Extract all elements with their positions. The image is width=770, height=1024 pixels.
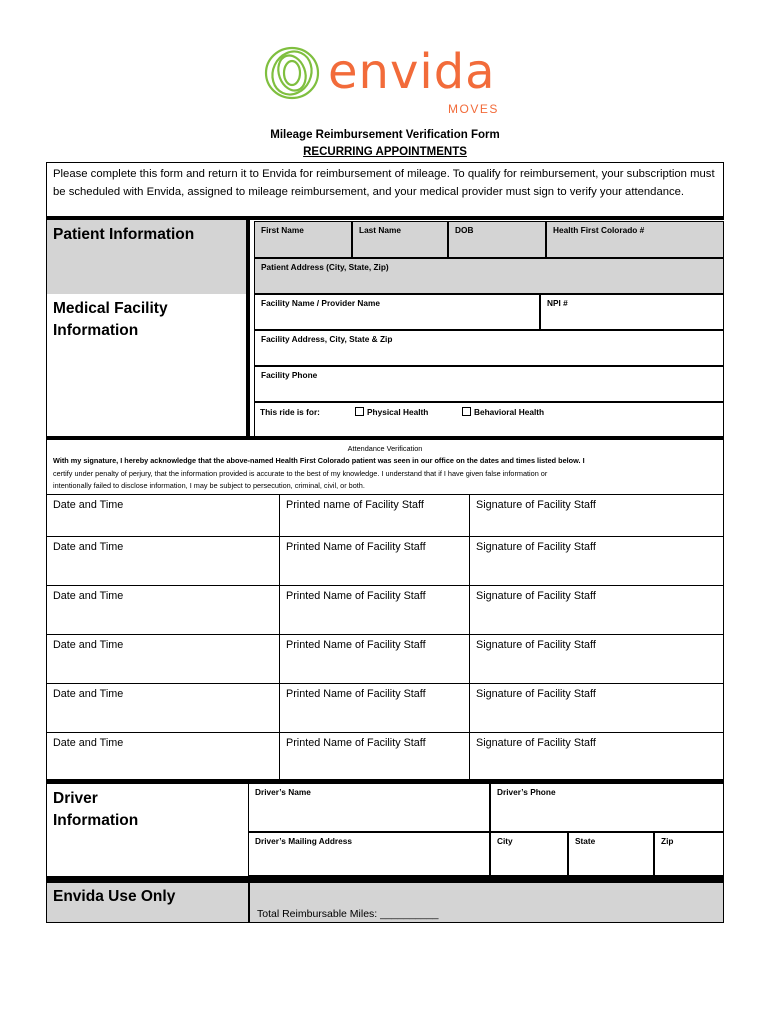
date-time-field[interactable]: Date and Time <box>47 635 280 683</box>
divider <box>246 220 250 438</box>
physical-health-checkbox[interactable] <box>355 407 428 417</box>
intro-text: Please complete this form and return it to Envida for reimbursement of mileage. To qualify for reimbursement, your subscription must be scheduled with Envida, assigned to mileage reimbursement, and your medical provider must sign to verify your attendance. <box>46 162 724 220</box>
attendance-row <box>46 494 724 537</box>
attendance-heading: Attendance Verification <box>347 444 423 453</box>
driver-phone-field[interactable]: Driver’s Phone <box>490 784 724 832</box>
attendance-row <box>46 733 724 780</box>
driver-city-field[interactable]: City <box>490 832 568 876</box>
signature-field[interactable]: Signature of Facility Staff <box>476 737 596 749</box>
attendance-row <box>46 684 724 733</box>
printed-name-field[interactable]: Printed Name of Facility Staff <box>280 635 470 683</box>
behavioral-health-checkbox[interactable] <box>462 407 544 417</box>
date-time-field[interactable]: Date and Time <box>47 586 280 634</box>
form-title: Mileage Reimbursement Verification Form <box>270 129 500 141</box>
form-subtitle: RECURRING APPOINTMENTS <box>303 146 467 158</box>
attendance-section <box>46 440 724 494</box>
first-name-field[interactable]: First Name <box>254 221 352 258</box>
ride-type-label: This ride is for: <box>260 407 320 417</box>
printed-name-field[interactable]: Printed Name of Facility Staff <box>280 733 470 779</box>
patient-section-heading: Patient Information <box>46 220 250 294</box>
driver-name-field[interactable]: Driver’s Name <box>248 784 490 832</box>
printed-name-field[interactable]: Printed name of Facility Staff <box>280 495 470 537</box>
date-time-field[interactable]: Date and Time <box>47 733 280 779</box>
attendance-row <box>46 537 724 586</box>
facility-section-heading <box>46 294 246 438</box>
driver-zip-field[interactable]: Zip <box>654 832 724 876</box>
signature-field[interactable]: Signature of Facility Staff <box>476 541 596 553</box>
total-reimbursable-miles[interactable]: Total Reimbursable Miles: __________ <box>250 883 724 923</box>
printed-name-field[interactable]: Printed Name of Facility Staff <box>280 586 470 634</box>
date-time-field[interactable]: Date and Time <box>47 495 280 537</box>
signature-field[interactable]: Signature of Facility Staff <box>476 499 596 511</box>
attendance-statement-line3: intentionally failed to disclose information, I may be subject to persecution, criminal, civil, or both. <box>53 481 365 490</box>
facility-heading-line1: Medical Facility <box>53 300 168 317</box>
checkbox-icon <box>462 407 471 416</box>
signature-field[interactable]: Signature of Facility Staff <box>476 590 596 602</box>
date-time-field[interactable]: Date and Time <box>47 684 280 732</box>
patient-address-field[interactable]: Patient Address (City, State, Zip) <box>254 258 724 294</box>
npi-field[interactable]: NPI # <box>540 294 724 330</box>
printed-name-field[interactable]: Printed Name of Facility Staff <box>280 537 470 585</box>
physical-health-label: Physical Health <box>367 407 429 417</box>
driver-heading-line1: Driver <box>53 790 98 807</box>
attendance-statement-bold: With my signature, I hereby acknowledge that the above-named Health First Colorado patient was seen in our office on the dates and times listed below. I <box>53 456 585 465</box>
dob-field[interactable]: DOB <box>448 221 546 258</box>
divider <box>46 876 724 883</box>
health-first-colorado-field[interactable]: Health First Colorado # <box>546 221 724 258</box>
last-name-field[interactable]: Last Name <box>352 221 448 258</box>
facility-address-field[interactable]: Facility Address, City, State & Zip <box>254 330 724 366</box>
facility-name-field[interactable]: Facility Name / Provider Name <box>254 294 540 330</box>
facility-phone-field[interactable]: Facility Phone <box>254 366 724 402</box>
behavioral-health-label: Behavioral Health <box>474 407 545 417</box>
attendance-row <box>46 586 724 635</box>
date-time-field[interactable]: Date and Time <box>47 537 280 585</box>
signature-field[interactable]: Signature of Facility Staff <box>476 688 596 700</box>
driver-state-field[interactable]: State <box>568 832 654 876</box>
ride-type-row <box>254 402 724 438</box>
driver-heading-line2: Information <box>53 812 139 829</box>
printed-name-field[interactable]: Printed Name of Facility Staff <box>280 684 470 732</box>
facility-heading-line2: Information <box>53 322 139 339</box>
signature-field[interactable]: Signature of Facility Staff <box>476 639 596 651</box>
driver-section-heading <box>46 784 248 876</box>
attendance-statement-line2: certify under penalty of perjury, that the information provided is accurate to the best of my knowledge. I understand that if I have given false information or <box>53 468 548 478</box>
attendance-row <box>46 635 724 684</box>
envida-use-heading: Envida Use Only <box>46 883 250 923</box>
envida-logo <box>262 40 512 120</box>
logo-wordmark: envida <box>328 44 496 100</box>
checkbox-icon <box>355 407 364 416</box>
logo-subtitle: MOVES <box>448 102 499 116</box>
driver-mailing-address-field[interactable]: Driver’s Mailing Address <box>248 832 490 876</box>
